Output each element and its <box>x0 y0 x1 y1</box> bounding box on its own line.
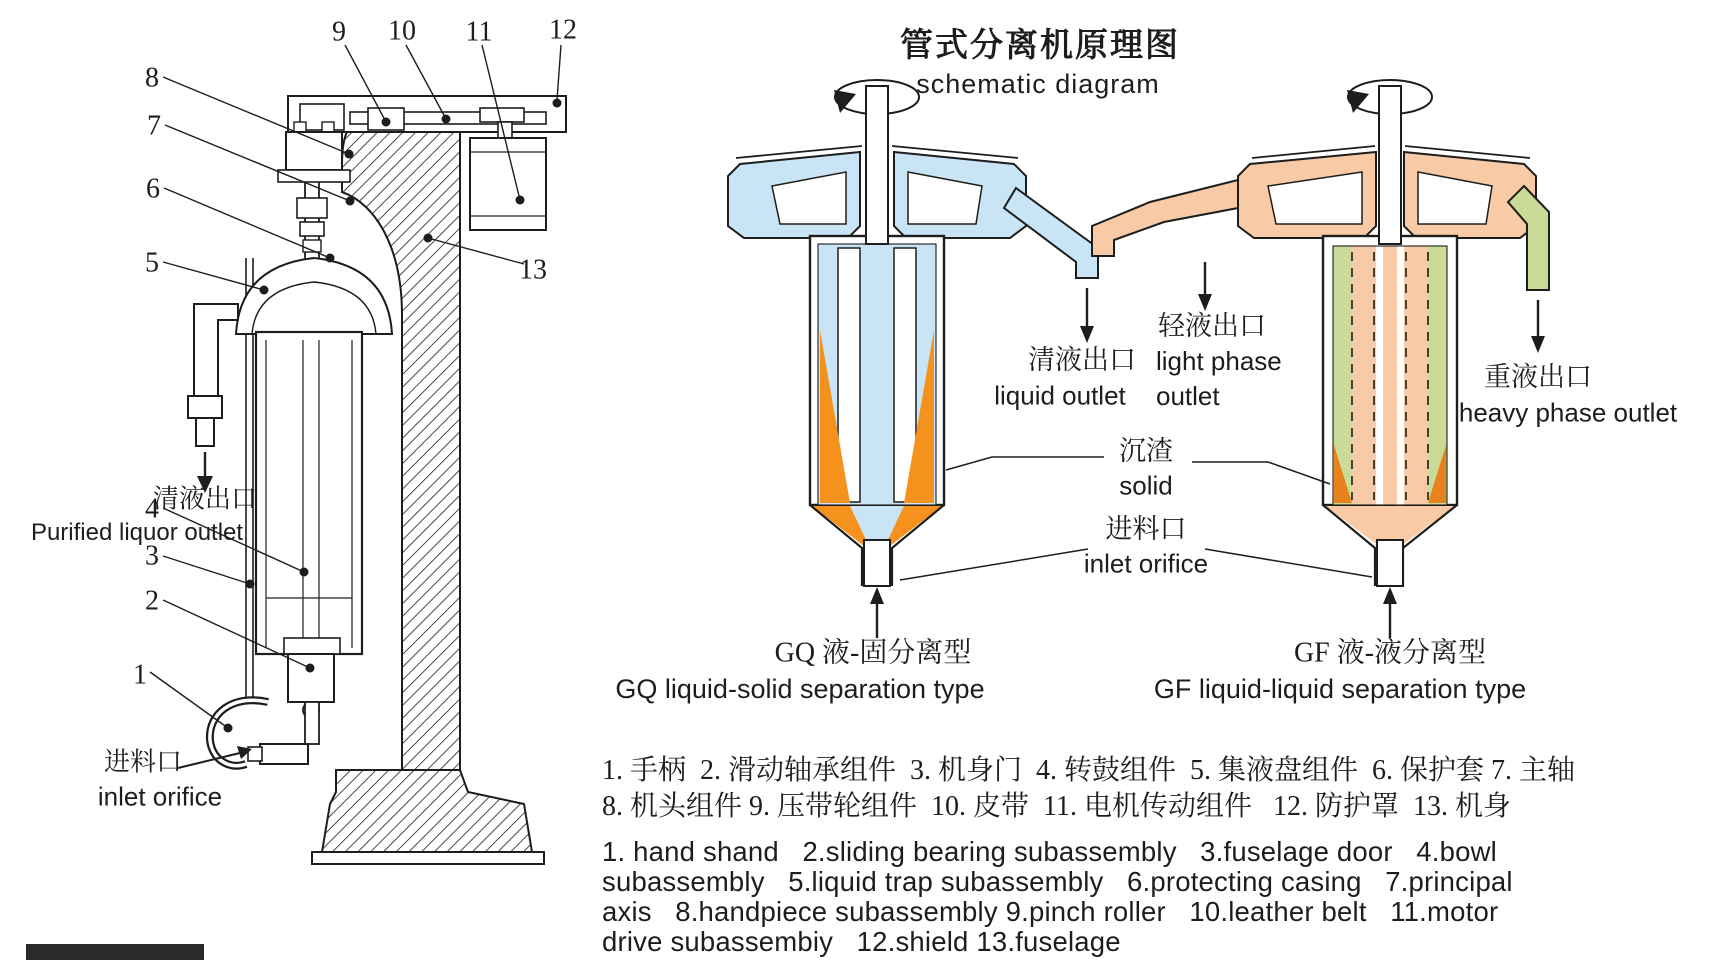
machine-drawing <box>150 45 566 864</box>
callout-13: 13 <box>519 254 547 286</box>
inlet-elbow <box>260 744 308 764</box>
purified-spout <box>194 304 238 398</box>
handpiece-block <box>286 132 342 170</box>
page-title-zh: 管式分离机原理图 <box>900 27 1180 64</box>
motor-shaft <box>498 122 512 138</box>
liquid-trap <box>236 258 392 334</box>
gf-type-zh: GF 液-液分离型 <box>1293 637 1487 669</box>
gf-type-en: GF liquid-liquid separation type <box>1153 674 1527 705</box>
callout-7: 7 <box>147 110 161 142</box>
gf-heavy-outlet-zh: 重液出口 <box>1484 362 1592 393</box>
motor-pulley <box>480 108 524 122</box>
solid-label-en: solid <box>1119 470 1173 501</box>
bowl <box>256 332 362 654</box>
gf-light-outlet-en1: light phase <box>1156 346 1282 376</box>
callout-9: 9 <box>332 16 346 48</box>
machine-inlet-zh: 进料口 <box>103 747 183 777</box>
machine-purified-outlet-zh: 清液出口 <box>152 484 258 514</box>
callout-12: 12 <box>549 14 577 46</box>
inlet-orifice-label-en: inlet orifice <box>1083 548 1209 579</box>
gf-light-outlet-zh: 轻液出口 <box>1158 311 1266 341</box>
machine-purified-outlet-en: Purified liquor outlet <box>30 518 244 546</box>
gq-type-zh: GQ 液-固分离型 <box>774 637 972 669</box>
legend-en-line1: 1. hand shand 2.sliding bearing subassembly 3.fuselage door 4.bowl <box>602 836 1497 867</box>
legend-en-line4: drive subassembiy 12.shield 13.fuselage <box>602 926 1121 957</box>
callout-11: 11 <box>465 16 493 48</box>
page-title-en: schematic diagram <box>916 69 1160 100</box>
legend-zh-line2: 8. 机头组件 9. 压带轮组件 10. 皮带 11. 电机传动组件 12. 防护罩 13. 机身 <box>602 791 1511 822</box>
legend-en-line3: axis 8.handpiece subassembly 9.pinch roller 10.leather belt 11.motor <box>602 896 1499 927</box>
gf-heavy-outlet-en: heavy phase outlet <box>1458 397 1678 428</box>
callout-5: 5 <box>145 247 159 279</box>
machine-inlet-en: inlet orifice <box>97 781 223 812</box>
gq-type-en: GQ liquid-solid separation type <box>615 674 985 705</box>
watermark-bar <box>26 944 204 960</box>
gf-left-spout <box>1092 180 1238 256</box>
callout-1: 1 <box>133 659 147 691</box>
callout-3: 3 <box>145 540 159 572</box>
callout-6: 6 <box>146 173 160 205</box>
legend-zh-line1: 1. 手柄 2. 滑动轴承组件 3. 机身门 4. 转鼓组件 5. 集液盘组件 6. 保护套 7. 主轴 <box>602 755 1576 786</box>
gq-liquid-outlet-en: liquid outlet <box>994 380 1126 411</box>
gq-inlet-orifice <box>864 540 890 586</box>
solid-label-zh: 沉渣 <box>1119 436 1173 467</box>
gq-shaft <box>866 86 888 244</box>
machine-base <box>322 770 532 852</box>
gf-inlet-orifice <box>1377 540 1403 586</box>
callout-10: 10 <box>388 15 416 47</box>
base-plate <box>312 852 544 864</box>
gq-liquid-outlet-zh: 清液出口 <box>1028 345 1136 376</box>
gf-shaft <box>1379 86 1401 244</box>
callout-4: 4 <box>145 493 159 525</box>
callout-2: 2 <box>145 585 159 617</box>
inlet-orifice-label-zh: 进料口 <box>1105 514 1187 545</box>
callout-8: 8 <box>145 62 159 94</box>
legend-en-line2: subassembly 5.liquid trap subassembly 6.protecting casing 7.principal <box>602 866 1513 897</box>
gf-light-outlet-en2: outlet <box>1156 381 1220 411</box>
